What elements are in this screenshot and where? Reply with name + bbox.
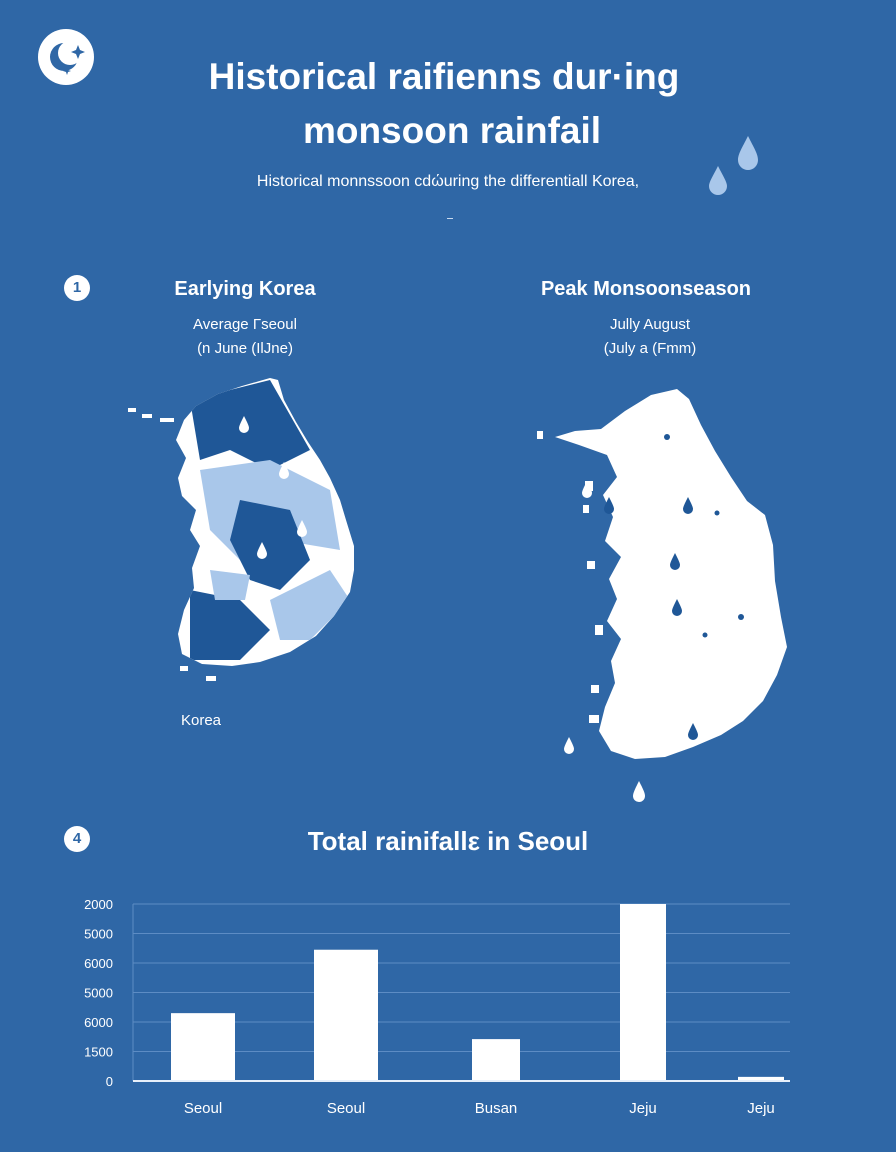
- y-tick-label: 6000: [84, 956, 113, 971]
- map-subtitle-early-2: (n June (IlJne): [197, 340, 293, 357]
- y-tick-label: 5000: [84, 985, 113, 1001]
- section-badge-1: 1: [64, 275, 90, 301]
- map-title-peak: Peak Monsoonseason: [540, 278, 752, 300]
- map-subtitle-peak-1: Jully August: [609, 316, 691, 333]
- page-title-line-1: Historical raifienns dur·ing: [208, 56, 680, 97]
- page-subtitle: Historical monnssoon cdώuring the differentiall Korea,: [256, 173, 640, 190]
- raindrop-icon: [700, 134, 770, 204]
- korea-map-peak: [525, 385, 815, 805]
- map-subtitle-peak-2: (July a (Fmm): [603, 340, 697, 357]
- korea-map-early: [120, 370, 370, 700]
- x-tick-label: Busan: [474, 1100, 518, 1117]
- bar: [620, 904, 666, 1081]
- bar: [314, 950, 378, 1081]
- page-title-line-2: monsoon rainfail: [302, 110, 602, 151]
- x-tick-label: Jeju: [747, 1100, 775, 1117]
- section-badge-4: 4: [64, 826, 90, 852]
- x-tick-label: Jeju: [629, 1100, 657, 1117]
- x-axis-labels: [184, 1100, 775, 1117]
- bar-chart: [0, 880, 896, 1130]
- y-tick-label: 5000: [84, 926, 113, 942]
- chart-title: Total rainifallε in Seoul: [307, 826, 589, 856]
- y-tick-label: 0: [105, 1074, 113, 1089]
- bar: [472, 1039, 520, 1081]
- y-tick-label: 2000: [84, 897, 113, 912]
- y-axis-ticks: [84, 897, 113, 1089]
- y-tick-label: 1500: [84, 1044, 113, 1060]
- divider: [447, 218, 453, 219]
- map-subtitle-early-1: Average Γseoul: [193, 316, 297, 333]
- y-tick-label: 6000: [84, 1015, 113, 1030]
- bar: [171, 1013, 235, 1081]
- map-title-early: Earlying Korea: [174, 278, 316, 300]
- map-label-korea: Korea: [181, 712, 222, 729]
- x-tick-label: Seoul: [326, 1100, 366, 1117]
- x-tick-label: Seoul: [183, 1100, 223, 1117]
